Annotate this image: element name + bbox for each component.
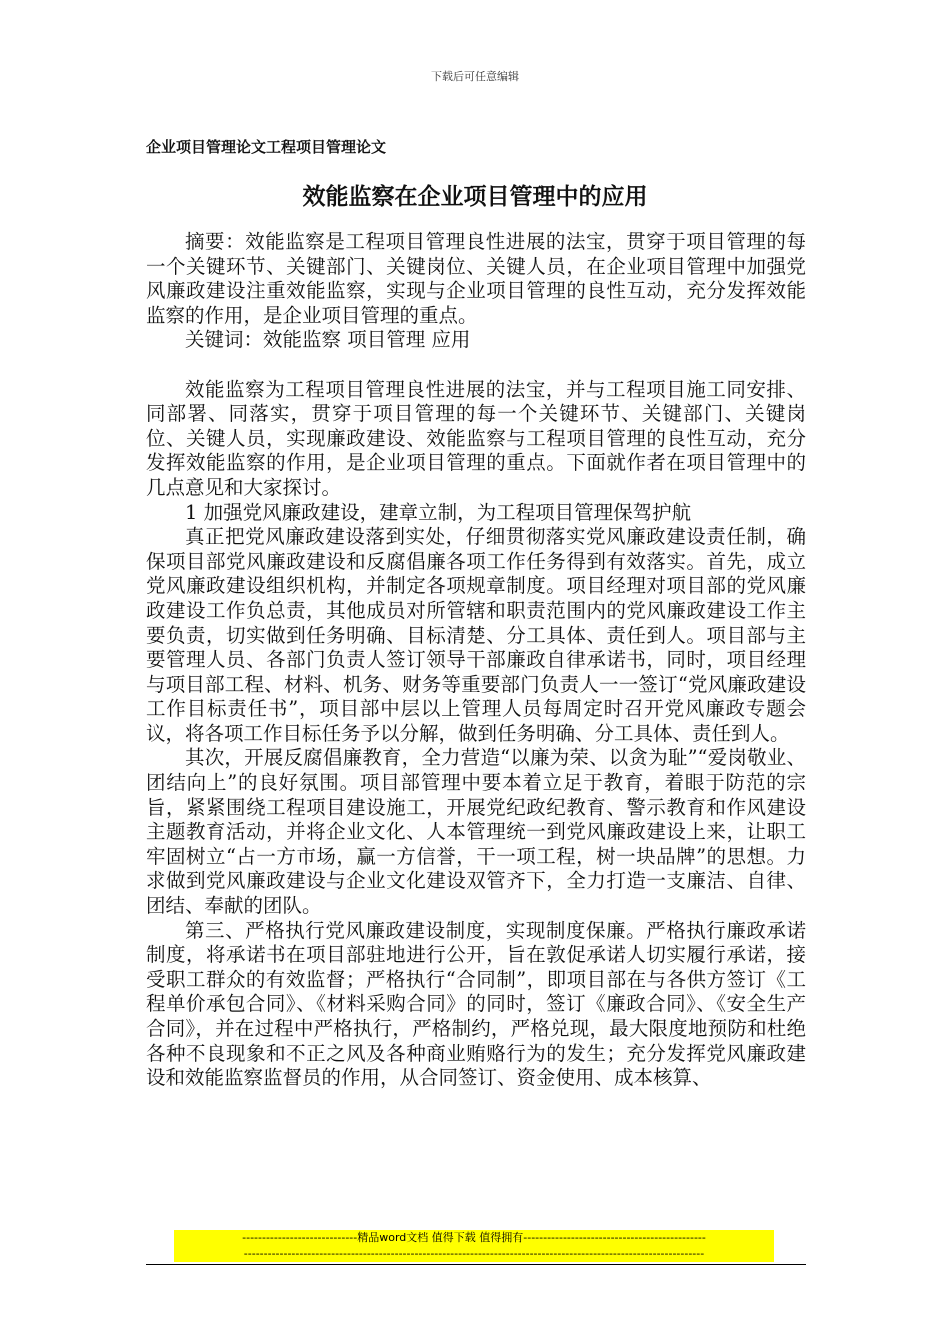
footer-divider <box>146 1264 806 1265</box>
document-body <box>146 230 806 1091</box>
document-category: 企业项目管理论文工程项目管理论文 <box>146 138 387 156</box>
body-paragraph: 第三、严格执行党风廉政建设制度，实现制度保廉。严格执行廉政承诺制度，将承诺书在项目部驻地进行公开，旨在敦促承诺人切实履行承诺，接受职工群众的有效监督；严格执行“合同制”，即项目部在与各供方签订《工程单价承包合同》、《材料采购合同》的同时，签订《廉政合同》、《安全生产合同》，并在过程中严格执行，严格制约，严格兑现，最大限度地预防和杜绝各种不良现象和不正之风及各种商业贿赂行为的发生；充分发挥党风廉政建设和效能监察监督员的作用，从合同签订、资金使用、成本核算、 <box>146 918 806 1090</box>
document-title: 效能监察在企业项目管理中的应用 <box>302 183 648 210</box>
abstract-paragraph: 摘要：效能监察是工程项目管理良性进展的法宝，贯穿于项目管理的每一个关键环节、关键部门、关键岗位、关键人员，在企业项目管理中加强党风廉政建设注重效能监察，实现与企业项目管理的良性互动，充分发挥效能监察的作用，是企业项目管理的重点。 <box>146 230 806 327</box>
footer-banner-line: -----------------------------精品word文档 值得下载 值得拥有---------------------------------------------- <box>242 1231 706 1244</box>
footer-banner-line: -------------------------------------------------------------------------------------------------------------------- <box>243 1247 705 1260</box>
body-paragraph: 效能监察为工程项目管理良性进展的法宝，并与工程项目施工同安排、同部署、同落实，贯穿于项目管理的每一个关键环节、关键部门、关键岗位、关键人员，实现廉政建设、效能监察与工程项目管理的良性互动，充分发挥效能监察的作用，是企业项目管理的重点。下面就作者在项目管理中的几点意见和大家探讨。 <box>146 377 806 499</box>
keywords-paragraph: 关键词：效能监察 项目管理 应用 <box>185 328 471 352</box>
body-paragraph: 其次，开展反腐倡廉教育，全力营造“以廉为荣、以贪为耻”“爱岗敬业、团结向上”的良好氛围。项目部管理中要本着立足于教育，着眼于防范的宗旨，紧紧围绕工程项目建设施工，开展党纪政纪教育、警示教育和作风建设主题教育活动，并将企业文化、人本管理统一到党风廉政建设上来，让职工牢固树立“占一方市场，赢一方信誉，干一项工程，树一块品牌”的思想。力求做到党风廉政建设与企业文化建设双管齐下，全力打造一支廉洁、自律、团结、奉献的团队。 <box>146 746 806 918</box>
paragraph-spacer <box>146 353 806 378</box>
header-note: 下载后可任意编辑 <box>431 70 519 83</box>
footer-banner <box>174 1230 774 1262</box>
body-paragraph: 真正把党风廉政建设落到实处，仔细贯彻落实党风廉政建设责任制，确保项目部党风廉政建设和反腐倡廉各项工作任务得到有效落实。首先，成立党风廉政建设组织机构，并制定各项规章制度。项目经理对项目部的党风廉政建设工作负总责，其他成员对所管辖和职责范围内的党风廉政建设工作主要负责，切实做到任务明确、目标清楚、分工具体、责任到人。项目部与主要管理人员、各部门负责人签订领导干部廉政自律承诺书，同时，项目经理与项目部工程、材料、机务、财务等重要部门负责人一一签订“党风廉政建设工作目标责任书”，项目部中层以上管理人员每周定时召开党风廉政专题会议，将各项工作目标任务予以分解，做到任务明确、分工具体、责任到人。 <box>146 525 806 745</box>
section-heading: 1 加强党风廉政建设，建章立制，为工程项目管理保驾护航 <box>185 500 692 524</box>
